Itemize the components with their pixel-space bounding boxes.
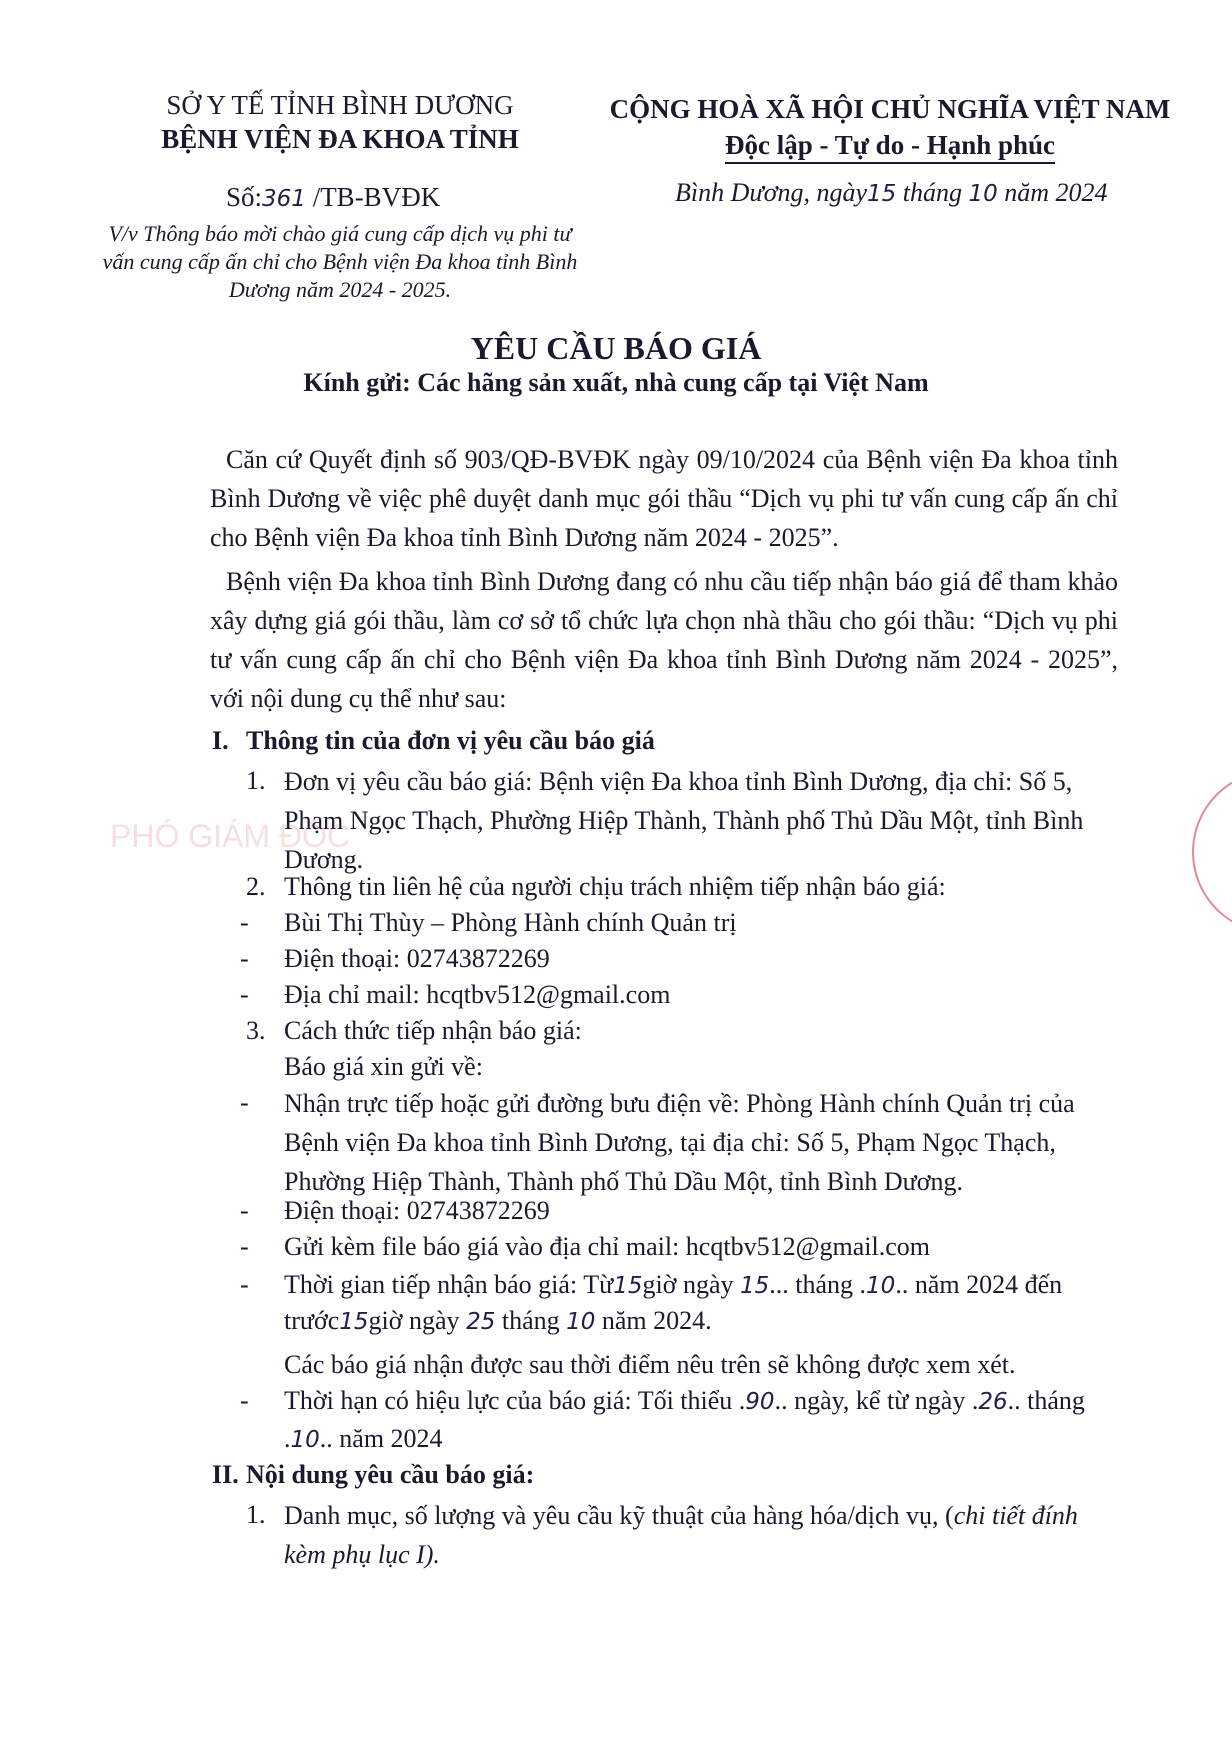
document-title: YÊU CẦU BÁO GIÁ [470, 330, 762, 366]
contact-email: Địa chỉ mail: hcqtbv512@gmail.com [284, 980, 671, 1009]
receipt-deadline: trước15giờ ngày 25 tháng 10 năm 2024. [284, 1306, 712, 1335]
receipt-period: Thời gian tiếp nhận báo giá: Từ15giờ ngày 15... tháng .10.. năm 2024 đến [284, 1270, 1063, 1299]
issuer-department: SỞ Y TẾ TỈNH BÌNH DƯƠNG [166, 90, 514, 120]
document-number-handwritten: 361 [262, 186, 306, 212]
bullet-dash: - [240, 1232, 249, 1261]
national-title: CỘNG HOÀ XÃ HỘI CHỦ NGHĨA VIỆT NAM [609, 94, 1171, 124]
national-motto-wrap [590, 130, 1190, 161]
submission-heading: Cách thức tiếp nhận báo giá: [284, 1016, 582, 1045]
bullet-dash: - [240, 908, 249, 937]
stamp-edge [1192, 770, 1232, 934]
issue-date: Bình Dương, ngày15 tháng 10 năm 2024 [675, 178, 1108, 207]
item-1-number: 1. [246, 766, 266, 795]
bullet-dash: - [240, 1270, 249, 1299]
contact-phone: Điện thoại: 02743872269 [284, 944, 550, 973]
national-motto: Độc lập - Tự do - Hạnh phúc [725, 130, 1055, 164]
validity-period-cont: .10.. năm 2024 [284, 1424, 443, 1453]
contact-heading: Thông tin liên hệ của người chịu trách nhiệm tiếp nhận báo giá: [284, 872, 946, 901]
faint-watermark: PHÓ GIÁM ĐỐC [110, 818, 351, 854]
issuer-hospital: BỆNH VIỆN ĐA KHOA TỈNH [161, 124, 519, 154]
paragraph-legal-basis: Căn cứ Quyết định số 903/QĐ-BVĐK ngày 09/10/2024 của Bệnh viện Đa khoa tỉnh Bình Dương về việc phê duyệt danh mục gói thầu “Dịch vụ phi tư vấn cung cấp ấn chỉ cho Bệnh viện Đa khoa tỉnh Bình Dương năm 2024 - 2025”. [210, 445, 1118, 552]
section-1-number: I. [212, 726, 229, 755]
requesting-unit: Đơn vị yêu cầu báo giá: Bệnh viện Đa khoa tỉnh Bình Dương, địa chỉ: Số 5, Phạm Ngọc Thạch, Phường Hiệp Thành, Thành phố Thủ Dầu Một, tỉnh Bình Dương. [284, 767, 1084, 874]
bullet-dash: - [240, 944, 249, 973]
document-number: Số:361 /TB-BVĐK [226, 182, 441, 212]
send-to-label: Báo giá xin gửi về: [284, 1052, 483, 1081]
paragraph-purpose: Bệnh viện Đa khoa tỉnh Bình Dương đang có nhu cầu tiếp nhận báo giá để tham khảo xây dựng giá gói thầu, làm cơ sở tổ chức lựa chọn nhà thầu cho gói thầu: “Dịch vụ phi tư vấn cung cấp ấn chỉ cho Bệnh viện Đa khoa tỉnh Bình Dương năm 2024 - 2025”, với nội dung cụ thể như sau: [210, 567, 1118, 713]
late-submission-note: Các báo giá nhận được sau thời điểm nêu trên sẽ không được xem xét. [284, 1350, 1016, 1379]
recipient: Kính gửi: Các hãng sản xuất, nhà cung cấp tại Việt Nam [303, 368, 929, 397]
item-2-number: 2. [246, 872, 266, 901]
submission-address: Nhận trực tiếp hoặc gửi đường bưu điện về: Phòng Hành chính Quản trị của Bệnh viện Đa khoa tỉnh Bình Dương, tại địa chỉ: Số 5, Phạm Ngọc Thạch, Phường Hiệp Thành, Thành phố Thủ Dầu Một, tỉnh Bình Dương. [284, 1089, 1075, 1196]
submission-email: Gửi kèm file báo giá vào địa chỉ mail: hcqtbv512@gmail.com [284, 1232, 930, 1261]
item-3-number: 3. [246, 1016, 266, 1045]
section-2-item-1: Danh mục, số lượng và yêu cầu kỹ thuật của hàng hóa/dịch vụ, (chi tiết đính kèm phụ lục I). [284, 1501, 1078, 1569]
section-2-title: Nội dung yêu cầu báo giá: [246, 1460, 535, 1489]
section-2-item-1-number: 1. [246, 1500, 266, 1529]
bullet-dash: - [240, 1386, 249, 1415]
submission-phone: Điện thoại: 02743872269 [284, 1196, 550, 1225]
document-subject: V/v Thông báo mời chào giá cung cấp dịch vụ phi tư vấn cung cấp ấn chỉ cho Bệnh viện Đa khoa tỉnh Bình Dương năm 2024 - 2025. [102, 221, 578, 302]
bullet-dash: - [240, 1196, 249, 1225]
section-1-title: Thông tin của đơn vị yêu cầu báo giá [246, 726, 655, 755]
section-2-number: II. [212, 1460, 239, 1489]
validity-period: Thời hạn có hiệu lực của báo giá: Tối thiểu .90.. ngày, kể từ ngày .26.. tháng [284, 1386, 1085, 1415]
bullet-dash: - [240, 1088, 249, 1117]
contact-name: Bùi Thị Thùy – Phòng Hành chính Quản trị [284, 908, 737, 937]
bullet-dash: - [240, 980, 249, 1009]
